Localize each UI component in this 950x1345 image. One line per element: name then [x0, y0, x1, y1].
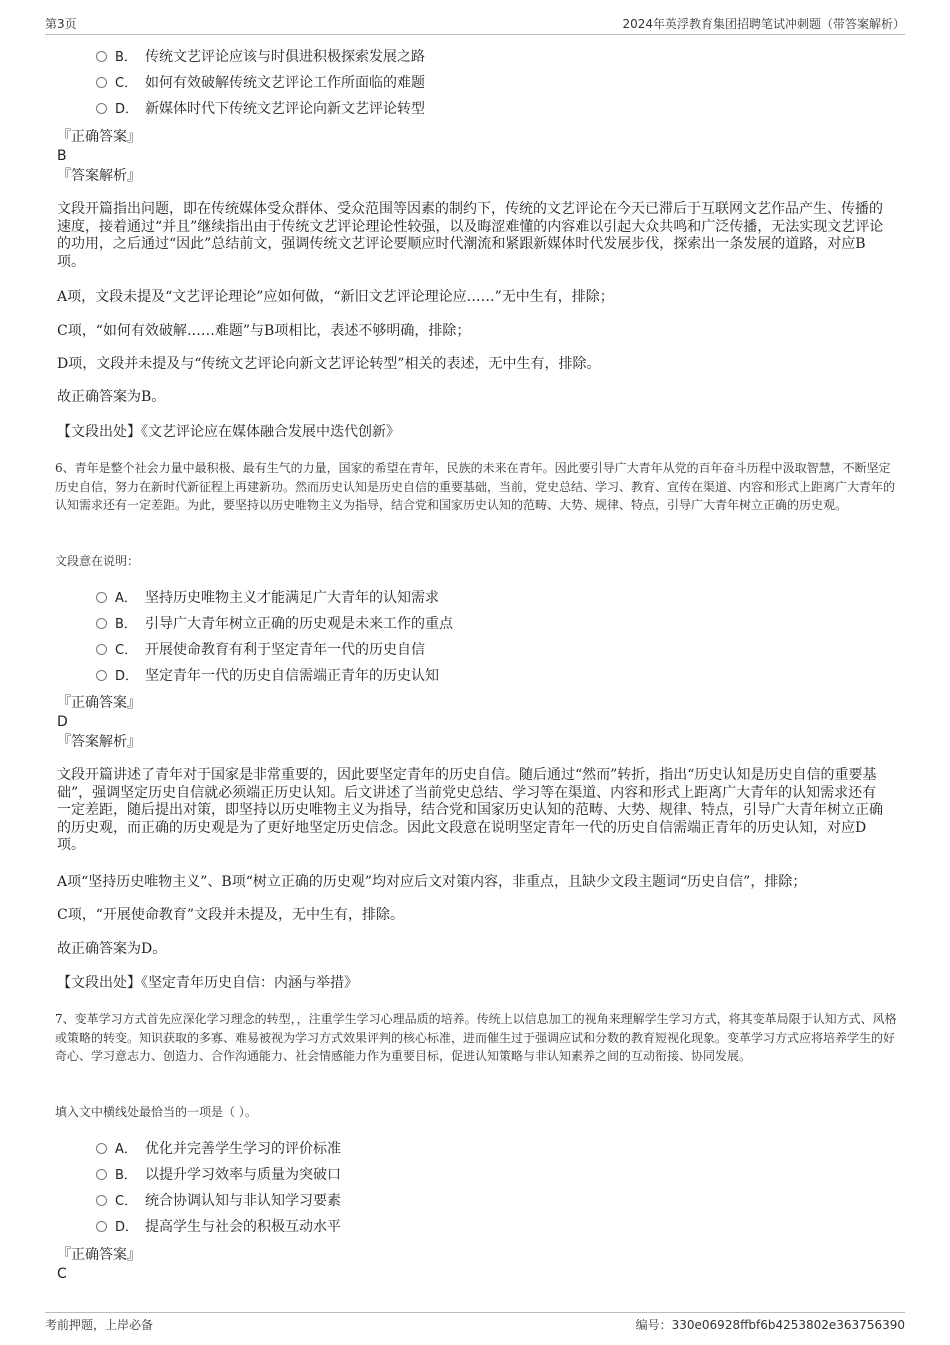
q5-conclusion: 故正确答案为B。 — [57, 389, 166, 405]
q6-analysis-label: 『答案解析』 — [57, 734, 141, 750]
q6-option-b[interactable]: B． 引导广大青年树立正确的历史观是未来工作的重点 — [96, 615, 453, 634]
radio-icon[interactable] — [96, 618, 107, 629]
page-header — [45, 12, 905, 35]
radio-icon[interactable] — [96, 1143, 107, 1154]
q5-analysis-label: 『答案解析』 — [57, 168, 141, 184]
radio-icon[interactable] — [96, 670, 107, 681]
q6-answer-label: 『正确答案』 — [57, 695, 141, 711]
page-footer — [45, 1312, 905, 1333]
q6-option-d[interactable]: D． 坚定青年一代的历史自信需端正青年的历史认知 — [96, 667, 439, 686]
q7-answer: C — [57, 1266, 67, 1282]
radio-icon[interactable] — [96, 1169, 107, 1180]
q6-note-ab: A项“坚持历史唯物主义”、B项“树立正确的历史观”均对应后文对策内容，非重点，且缺少文段主题词“历史自信”，排除； — [57, 874, 807, 890]
q5-note-a: A项，文段未提及“文艺评论理论”应如何做，“新旧文艺评论理论应……”无中生有，排除； — [57, 289, 614, 305]
q6-option-a[interactable]: A． 坚持历史唯物主义才能满足广大青年的认知需求 — [96, 589, 439, 608]
q7-answer-label: 『正确答案』 — [57, 1247, 141, 1263]
q7-option-d[interactable]: D． 提高学生与社会的积极互动水平 — [96, 1218, 341, 1237]
q6-answer: D — [57, 714, 68, 730]
q5-source: 【文段出处】《文艺评论应在媒体融合发展中迭代创新》 — [57, 424, 400, 440]
radio-icon[interactable] — [96, 1221, 107, 1232]
q6-question: 文段意在说明： — [55, 554, 140, 568]
footer-code: 编号：330e06928ffbf6b4253802e363756390 — [635, 1318, 905, 1332]
q6-analysis: 文段开篇讲述了青年对于国家是非常重要的，因此要坚定青年的历史自信。随后通过“然而”转折，指出“历史认知是历史自信的重要基础”，强调坚定历史自信就必须端正历史认知。后文讲述了当前党史总结、学习等在渠道、内容和形式上距离广大青年的认知需求还有一定差距，随后提出对策，即坚持以历史唯物主义为指导，结合党和国家历史认知的范畴、大势、规律、特点，引导广大青年树立正确的历史观，而正确的历史观是为了更好地坚定历史信念。因此文段意在说明坚定青年一代的历史自信需端正青年的历史认知，对应D项。 — [57, 767, 883, 853]
q6-stem: 6、青年是整个社会力量中最积极、最有生气的力量，国家的希望在青年，民族的未来在青年。因此要引导广大青年从党的百年奋斗历程中汲取智慧，不断坚定历史自信，努力在新时代新征程上再建新功。然而历史认知是历史自信的重要基础，当前，党史总结、学习、教育、宣传在渠道、内容和形式上距离广大青年的认知需求还有一定差距。为此，要坚持以历史唯物主义为指导，结合党和国家历史认知的范畴、大势、规律、特点，引导广大青年树立正确的历史观。 — [55, 461, 896, 512]
q6-option-c[interactable]: C． 开展使命教育有利于坚定青年一代的历史自信 — [96, 641, 425, 660]
document-title: 2024年英浮教育集团招聘笔试冲刺题（带答案解析） — [622, 17, 905, 31]
q5-option-d[interactable]: D． 新媒体时代下传统文艺评论向新文艺评论转型 — [96, 100, 425, 119]
radio-icon[interactable] — [96, 1195, 107, 1206]
q5-note-d: D项，文段并未提及与“传统文艺评论向新文艺评论转型”相关的表述，无中生有，排除。 — [57, 356, 601, 372]
q6-note-c: C项，“开展使命教育”文段并未提及，无中生有，排除。 — [57, 907, 405, 923]
page-number: 第3页 — [45, 17, 77, 31]
q7-option-b[interactable]: B． 以提升学习效率与质量为突破口 — [96, 1166, 341, 1185]
q5-option-c[interactable]: C． 如何有效破解传统文艺评论工作所面临的难题 — [96, 74, 425, 93]
q7-stem: 7、变革学习方式首先应深化学习理念的转型，，注重学生学习心理品质的培养。传统上以信息加工的视角来理解学生学习方式，将其变革局限于认知方式、风格或策略的转变。知识获取的多寡、难易被视为学习方式效果评判的核心标准，进而催生过于强调应试和分数的教育短视化现象。变革学习方式应将培养学生的好奇心、学习意志力、创造力、合作沟通能力、社会情感能力作为重要目标，促进认知策略与非认知素养之间的互动衔接、协同发展。 — [55, 1012, 897, 1063]
q5-answer: B — [57, 148, 67, 164]
radio-icon[interactable] — [96, 51, 107, 62]
q6-conclusion: 故正确答案为D。 — [57, 941, 167, 957]
q7-question: 填入文中横线处最恰当的一项是（ ）。 — [55, 1105, 257, 1119]
q5-answer-label: 『正确答案』 — [57, 129, 141, 145]
q5-analysis: 文段开篇指出问题，即在传统媒体受众群体、受众范围等因素的制约下，传统的文艺评论在今天已滞后于互联网文艺作品产生、传播的速度，接着通过“并且”继续指出由于传统文艺评论理论性较强，以及晦涩难懂的内容难以引起大众共鸣和广泛传播，无法实现文艺评论的功用，之后通过“因此”总结前文，强调传统文艺评论要顺应时代潮流和紧跟新媒体时代发展步伐，探索出一条发展的道路，对应B项。 — [57, 201, 884, 270]
q7-option-c[interactable]: C． 统合协调认知与非认知学习要素 — [96, 1192, 341, 1211]
footer-slogan: 考前押题，上岸必备 — [45, 1318, 154, 1332]
q5-option-b[interactable]: B． 传统文艺评论应该与时俱进积极探索发展之路 — [96, 48, 425, 67]
radio-icon[interactable] — [96, 644, 107, 655]
q5-note-c: C项，“如何有效破解……难题”与B项相比，表述不够明确，排除； — [57, 323, 471, 339]
q6-source: 【文段出处】《坚定青年历史自信：内涵与举措》 — [57, 975, 358, 991]
radio-icon[interactable] — [96, 592, 107, 603]
radio-icon[interactable] — [96, 103, 107, 114]
radio-icon[interactable] — [96, 77, 107, 88]
q7-option-a[interactable]: A． 优化并完善学生学习的评价标准 — [96, 1140, 341, 1159]
